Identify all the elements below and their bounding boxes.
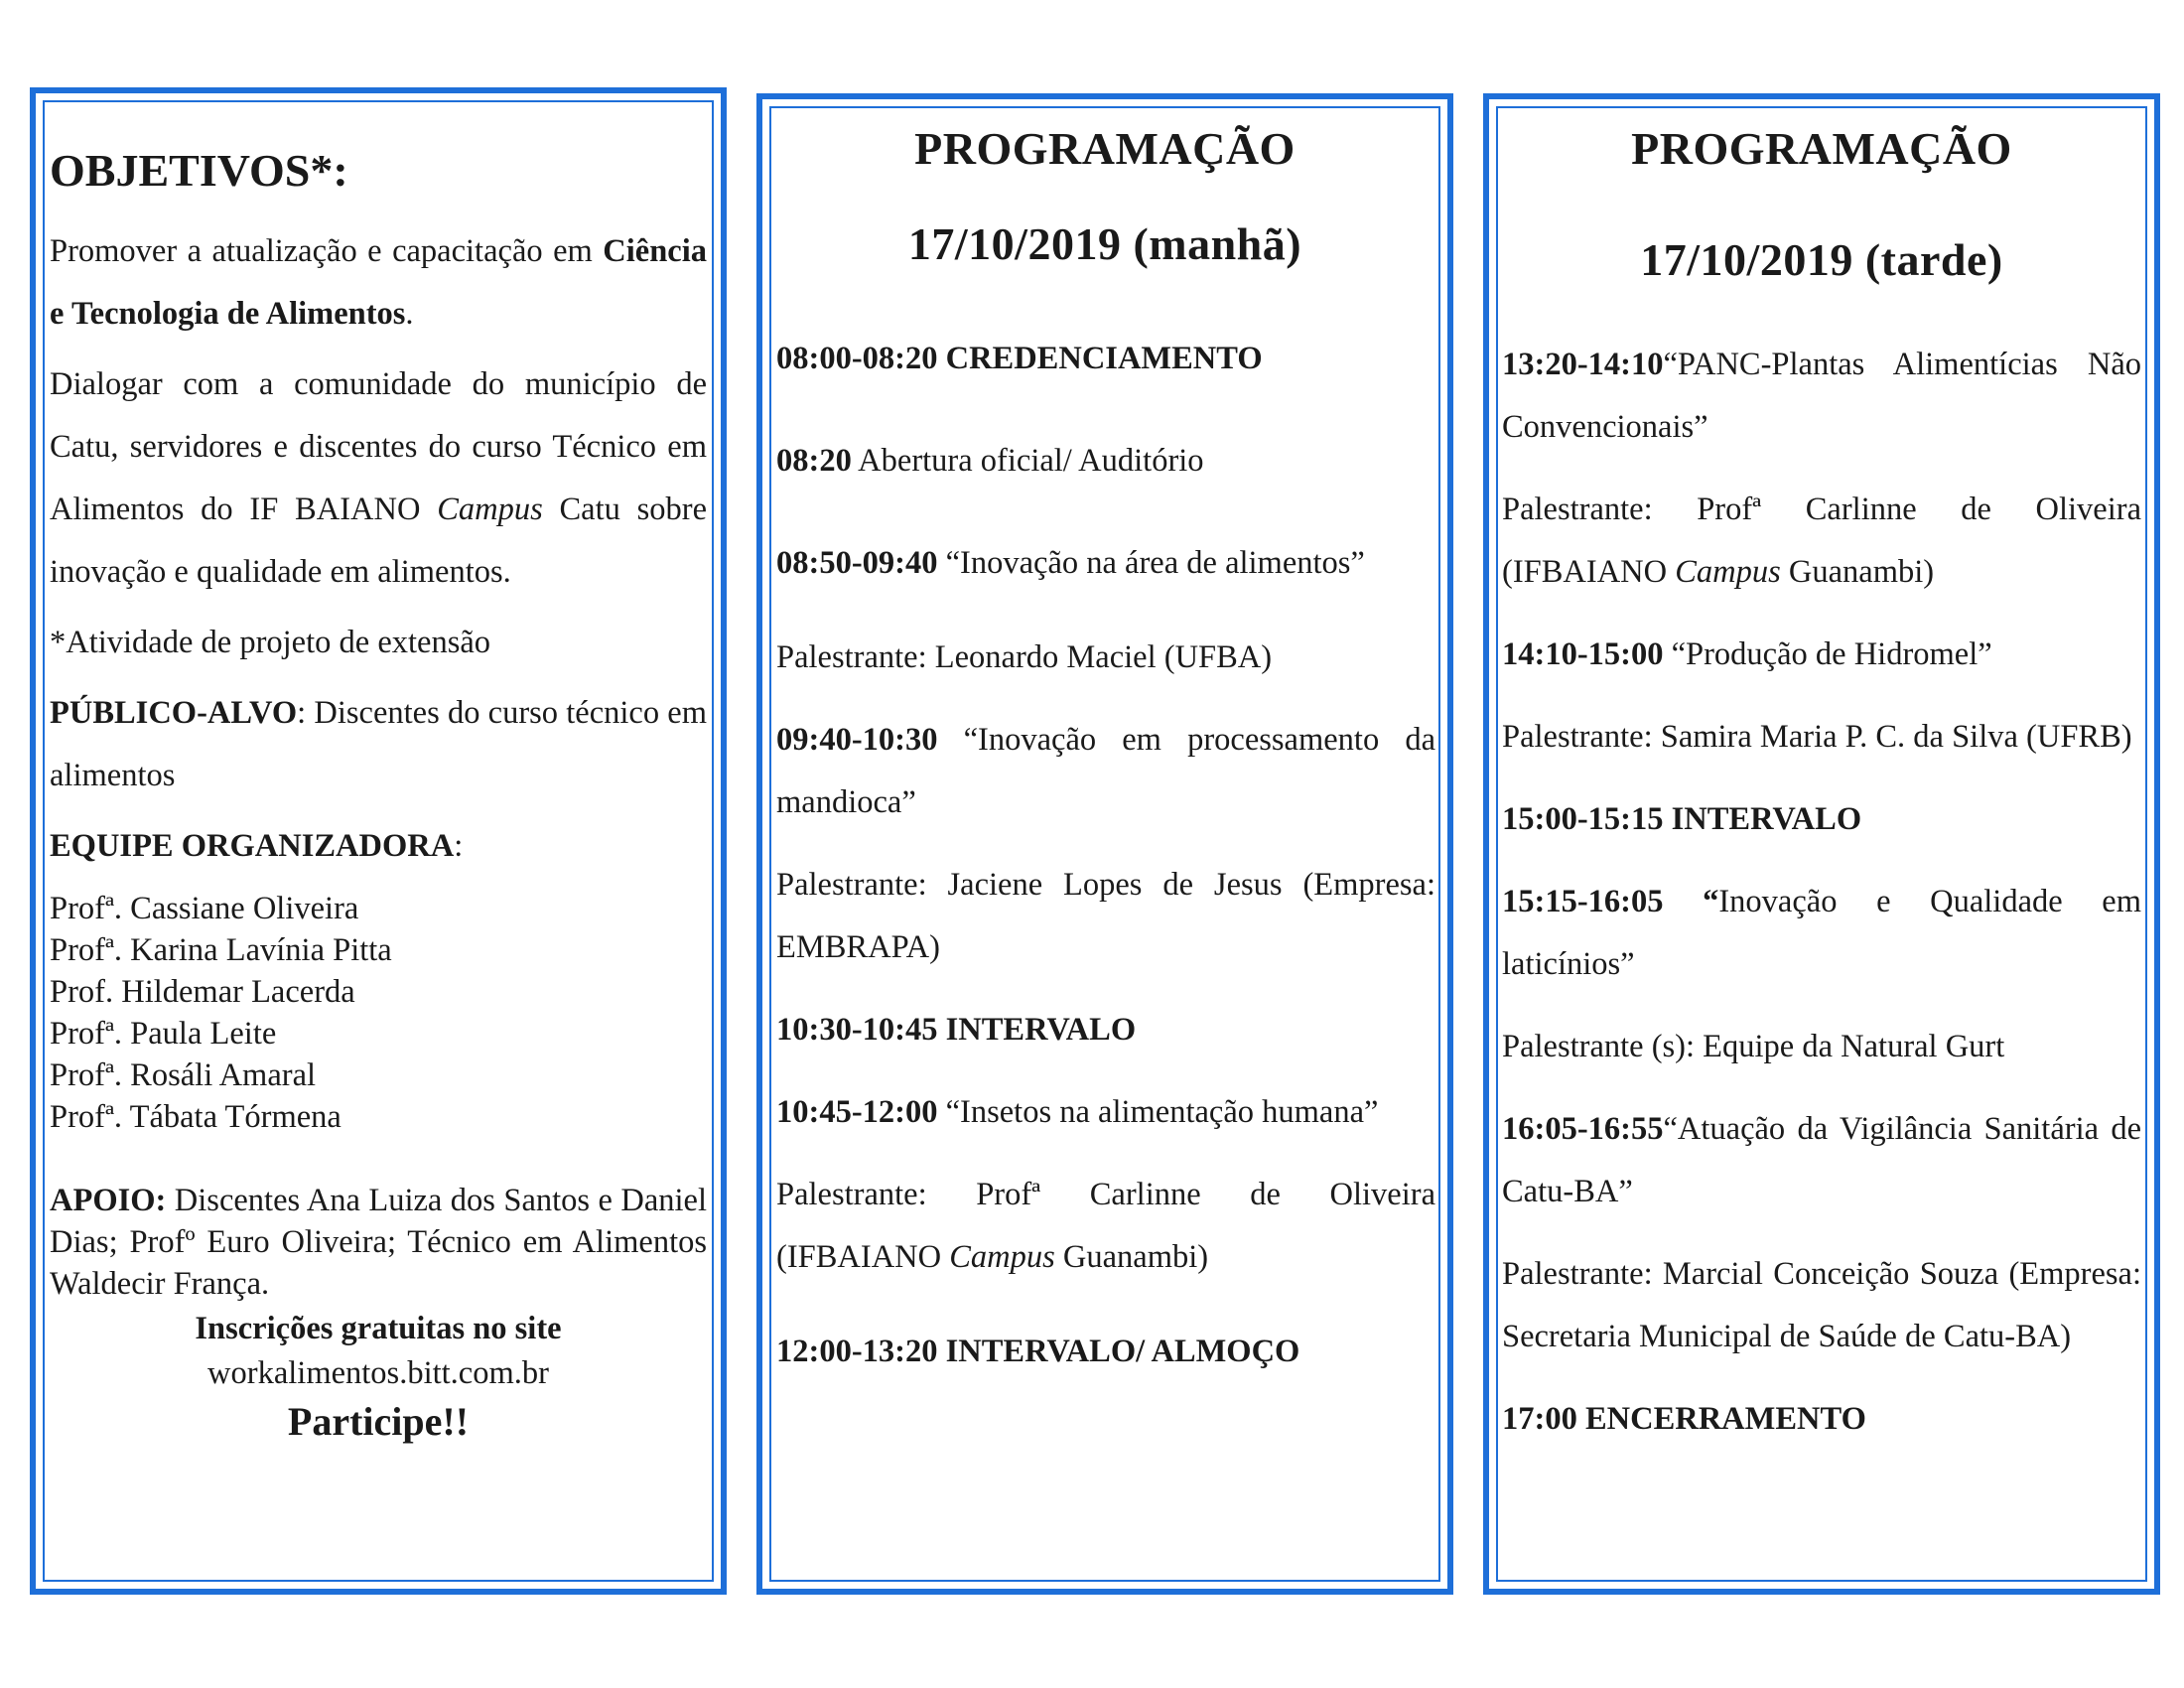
team-list [50,888,707,1138]
speaker: Palestrante: Samira Maria P. C. da Silva (UFRB) [1502,719,2132,755]
schedule-item: 12:00-13:20 INTERVALO/ ALMOÇO [776,1334,1300,1369]
team-member: Profª. Karina Lavínia Pitta [50,932,392,968]
schedule-item: 08:50-09:40 “Inovação na área de alimentos” [776,545,1365,581]
schedule-item: 08:20 Abertura oficial/ Auditório [776,443,1204,479]
schedule-tarde [1502,334,2141,1451]
footnote: *Atividade de projeto de extensão [50,625,491,660]
programacao-heading-tarde: PROGRAMAÇÃO [1631,123,2012,174]
publico-alvo: PÚBLICO-ALVO: Discentes do curso técnico em alimentos [50,695,707,793]
schedule-item: 13:20-14:10“PANC-Plantas Alimentícias Não Convencionais” [1502,347,2141,445]
inscricoes-text: Inscrições gratuitas no site [195,1311,562,1346]
objetivos-content [50,139,707,1448]
team-member: Prof. Hildemar Lacerda [50,974,355,1010]
schedule-item: 14:10-15:00 “Produção de Hidromel” [1502,636,1992,672]
speaker: Palestrante: Jaciene Lopes de Jesus (Empresa: EMBRAPA) [776,867,1435,965]
objetivos-title: OBJETIVOS*: [50,145,348,196]
schedule-item: 10:45-12:00 “Insetos na alimentação humana” [776,1094,1379,1130]
apoio: APOIO: Discentes Ana Luiza dos Santos e Daniel Dias; Profº Euro Oliveira; Técnico em Alimentos Waldecir França. [50,1183,707,1302]
schedule-manha [776,328,1435,1383]
speaker: Palestrante: Profª Carlinne de Oliveira (IFBAIANO Campus Guanambi) [1502,492,2141,590]
team-member: Profª. Rosáli Amaral [50,1057,317,1093]
schedule-item: 15:15-16:05 “Inovação e Qualidade em laticínios” [1502,884,2141,982]
team-member: Profª. Cassiane Oliveira [50,891,359,926]
schedule-item: 15:00-15:15 INTERVALO [1502,801,1862,837]
schedule-item: 09:40-10:30 “Inovação em processamento da mandioca” [776,722,1435,820]
participe-text: Participe!! [287,1399,470,1444]
schedule-item: 17:00 ENCERRAMENTO [1502,1401,1866,1437]
speaker: Palestrante: Profª Carlinne de Oliveira (IFBAIANO Campus Guanambi) [776,1177,1435,1275]
date-tarde: 17/10/2019 (tarde) [1640,234,2003,285]
date-manha: 17/10/2019 (manhã) [907,218,1302,269]
speaker: Palestrante (s): Equipe da Natural Gurt [1502,1029,2005,1064]
speaker: Palestrante: Marcial Conceição Souza (Empresa: Secretaria Municipal de Saúde de Catu-BA) [1502,1256,2141,1354]
team-member: Profª. Tábata Tórmena [50,1099,341,1135]
site-link[interactable]: workalimentos.bitt.com.br [207,1355,549,1391]
speaker: Palestrante: Leonardo Maciel (UFBA) [776,639,1273,675]
equipe-heading: EQUIPE ORGANIZADORA: [50,828,464,864]
schedule-item: 10:30-10:45 INTERVALO [776,1012,1137,1048]
schedule-item: 08:00-08:20 CREDENCIAMENTO [776,341,1263,376]
schedule-item: 16:05-16:55“Atuação da Vigilância Sanitária de Catu-BA” [1502,1111,2141,1209]
team-member: Profª. Paula Leite [50,1016,277,1052]
objetivo-1: Promover a atualização e capacitação em Ciência e Tecnologia de Alimentos. [50,233,708,332]
objetivo-2: Dialogar com a comunidade do município de Catu, servidores e discentes do curso Técnico em Alimentos do IF BAIANO Campus Catu sobre inovação e qualidade em alimentos. [50,366,708,590]
programacao-heading-manha: PROGRAMAÇÃO [914,123,1296,174]
